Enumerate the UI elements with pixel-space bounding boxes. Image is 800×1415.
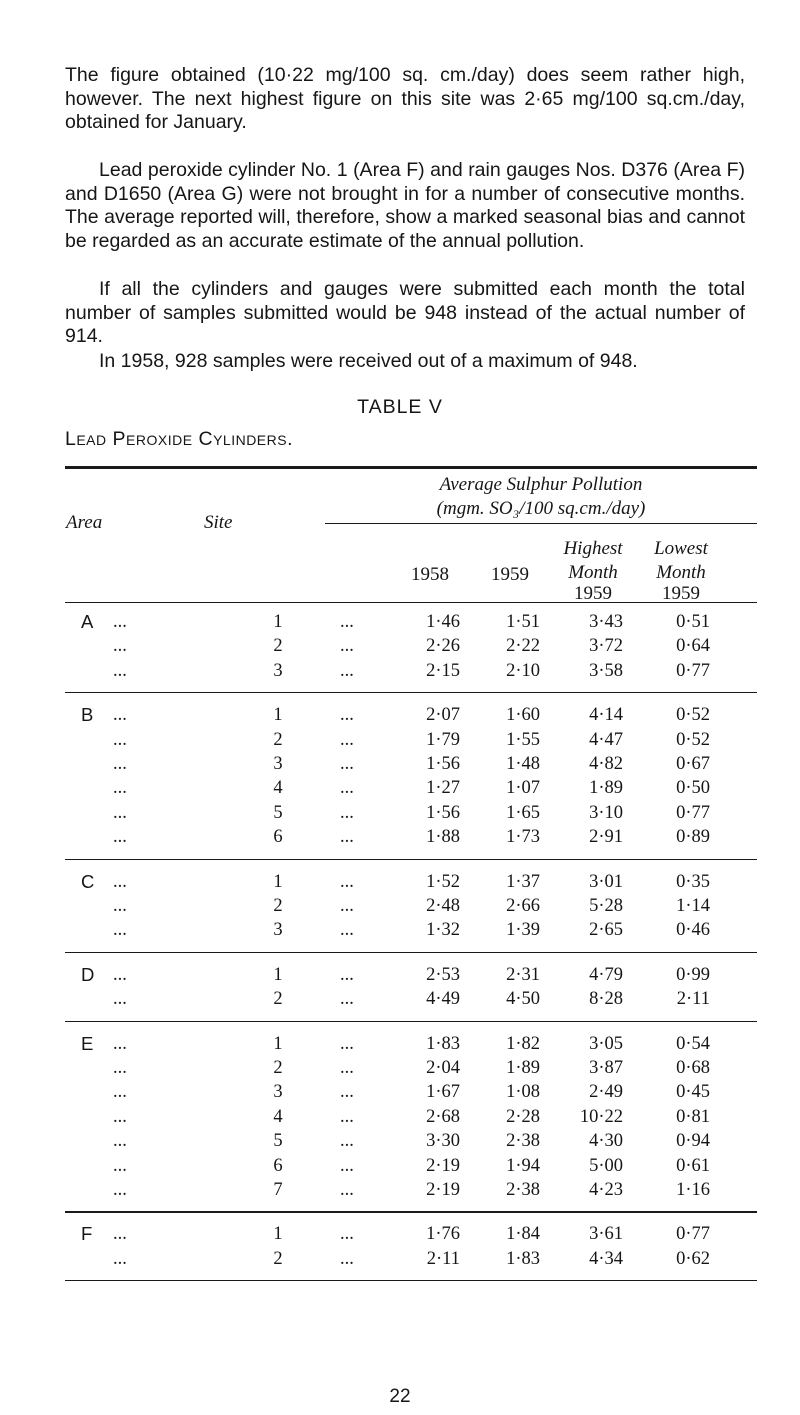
value-1958-cell: 1·27 bbox=[426, 778, 460, 799]
group-header-line1: Average Sulphur Pollution bbox=[439, 474, 643, 495]
group-divider-rule bbox=[65, 859, 757, 860]
value-1959-cell: 2·66 bbox=[506, 896, 540, 916]
leader-dots: ... bbox=[113, 1155, 127, 1176]
site-cell: 2 bbox=[273, 636, 283, 657]
highest-month-cell: 3·10 bbox=[589, 802, 623, 823]
value-1959-cell: 1·84 bbox=[506, 1224, 540, 1245]
leader-dots: ... bbox=[340, 754, 354, 774]
value-1959-cell: 1·08 bbox=[506, 1082, 540, 1103]
leader-dots: ... bbox=[340, 1033, 354, 1054]
leader-dots: ... bbox=[113, 729, 127, 750]
leader-dots: ... bbox=[340, 660, 354, 681]
col-header-highest-2: Month bbox=[568, 562, 618, 583]
site-cell: 1 bbox=[273, 1033, 283, 1054]
group-divider-rule bbox=[65, 1021, 757, 1022]
lowest-month-cell: 0·54 bbox=[676, 1033, 710, 1054]
value-1959-cell: 2·22 bbox=[506, 636, 540, 657]
table-row bbox=[0, 635, 800, 657]
lowest-month-cell: 1·14 bbox=[676, 896, 710, 916]
value-1958-cell: 1·56 bbox=[426, 754, 460, 774]
table-row bbox=[0, 729, 800, 751]
value-1959-cell: 1·07 bbox=[506, 778, 540, 799]
group-divider-rule bbox=[65, 952, 757, 953]
site-cell: 2 bbox=[273, 729, 283, 750]
col-header-lowest-1: Lowest bbox=[654, 538, 708, 559]
value-1959-cell: 1·94 bbox=[506, 1155, 540, 1176]
group-header-rule bbox=[325, 523, 757, 524]
table-row bbox=[0, 753, 800, 775]
leader-dots: ... bbox=[113, 871, 127, 892]
leader-dots: ... bbox=[113, 1224, 127, 1245]
site-cell: 4 bbox=[273, 1106, 283, 1127]
lowest-month-cell: 0·51 bbox=[676, 612, 710, 632]
site-cell: 4 bbox=[273, 778, 283, 799]
leader-dots: ... bbox=[340, 1180, 354, 1200]
leader-dots: ... bbox=[340, 778, 354, 799]
value-1958-cell: 2·48 bbox=[426, 896, 460, 916]
value-1958-cell: 2·07 bbox=[426, 705, 460, 726]
area-cell: E bbox=[81, 1032, 94, 1054]
table-row bbox=[0, 1130, 800, 1152]
highest-month-cell: 4·47 bbox=[589, 729, 623, 750]
highest-month-cell: 3·87 bbox=[589, 1058, 623, 1078]
highest-month-cell: 4·79 bbox=[589, 964, 623, 985]
value-1958-cell: 4·49 bbox=[426, 989, 460, 1010]
leader-dots: ... bbox=[340, 636, 354, 657]
site-cell: 2 bbox=[273, 989, 283, 1010]
table-row bbox=[0, 1106, 800, 1128]
table-row bbox=[0, 826, 800, 848]
site-cell: 6 bbox=[273, 827, 283, 848]
highest-month-cell: 8·28 bbox=[589, 989, 623, 1010]
group-header-line2: (mgm. SO₃/100 sq.cm./day) bbox=[436, 498, 646, 519]
highest-month-cell: 4·34 bbox=[589, 1248, 623, 1269]
lowest-month-cell: 0·77 bbox=[676, 660, 710, 681]
highest-month-cell: 3·61 bbox=[589, 1224, 623, 1245]
group-divider-rule bbox=[65, 1280, 757, 1281]
value-1958-cell: 2·68 bbox=[426, 1106, 460, 1127]
table-row bbox=[0, 611, 800, 633]
lowest-month-cell: 0·81 bbox=[676, 1106, 710, 1127]
table-row bbox=[0, 988, 800, 1010]
lowest-month-cell: 0·64 bbox=[676, 636, 710, 657]
lowest-month-cell: 0·89 bbox=[676, 827, 710, 848]
table-row bbox=[0, 802, 800, 824]
site-cell: 3 bbox=[273, 754, 283, 774]
leader-dots: ... bbox=[340, 1058, 354, 1078]
value-1958-cell: 1·46 bbox=[426, 612, 460, 632]
site-cell: 3 bbox=[273, 920, 283, 941]
table-label: TABLE V bbox=[357, 396, 443, 418]
col-header-1959: 1959 bbox=[491, 564, 529, 585]
highest-month-cell: 10·22 bbox=[579, 1106, 623, 1127]
lowest-month-cell: 0·68 bbox=[676, 1058, 710, 1078]
value-1959-cell: 2·10 bbox=[506, 660, 540, 681]
highest-month-cell: 2·49 bbox=[589, 1082, 623, 1103]
highest-month-cell: 5·00 bbox=[589, 1155, 623, 1176]
site-cell: 5 bbox=[273, 802, 283, 823]
leader-dots: ... bbox=[340, 1082, 354, 1103]
site-cell: 3 bbox=[273, 1082, 283, 1103]
leader-dots: ... bbox=[340, 964, 354, 985]
leader-dots: ... bbox=[340, 1131, 354, 1152]
site-cell: 1 bbox=[273, 871, 283, 892]
site-header: Site bbox=[204, 512, 233, 533]
lowest-month-cell: 0·52 bbox=[676, 729, 710, 750]
section-title: Lead Peroxide Cylinders. bbox=[65, 428, 294, 450]
highest-month-cell: 4·30 bbox=[589, 1131, 623, 1152]
value-1959-cell: 1·65 bbox=[506, 802, 540, 823]
table-row bbox=[0, 1081, 800, 1103]
value-1958-cell: 1·56 bbox=[426, 802, 460, 823]
highest-month-cell: 4·23 bbox=[589, 1180, 623, 1200]
lowest-month-cell: 0·61 bbox=[676, 1155, 710, 1176]
value-1958-cell: 2·19 bbox=[426, 1180, 460, 1200]
leader-dots: ... bbox=[113, 1033, 127, 1054]
area-cell: A bbox=[81, 611, 94, 632]
leader-dots: ... bbox=[113, 660, 127, 681]
value-1959-cell: 2·38 bbox=[506, 1131, 540, 1152]
lowest-month-cell: 0·45 bbox=[676, 1082, 710, 1103]
leader-dots: ... bbox=[340, 871, 354, 892]
leader-dots: ... bbox=[340, 1248, 354, 1269]
site-cell: 1 bbox=[273, 1224, 283, 1245]
leader-dots: ... bbox=[340, 1155, 354, 1176]
area-header: Area bbox=[66, 512, 103, 533]
highest-month-cell: 3·58 bbox=[589, 660, 623, 681]
leader-dots: ... bbox=[340, 920, 354, 941]
area-cell: D bbox=[81, 963, 95, 985]
col-header-highest-3: 1959 bbox=[574, 583, 612, 604]
leader-dots: ... bbox=[113, 964, 127, 985]
table-top-rule bbox=[65, 466, 757, 469]
col-header-1958: 1958 bbox=[411, 564, 449, 585]
lowest-month-cell: 0·94 bbox=[676, 1131, 710, 1152]
leader-dots: ... bbox=[340, 729, 354, 750]
leader-dots: ... bbox=[113, 1058, 127, 1078]
highest-month-cell: 1·89 bbox=[589, 778, 623, 799]
leader-dots: ... bbox=[113, 1248, 127, 1269]
value-1958-cell: 2·04 bbox=[426, 1058, 460, 1078]
paragraph-3: If all the cylinders and gauges were submitted each month the total number of samples submitted would be 948 instead of the actual number of 914. bbox=[65, 278, 745, 347]
value-1958-cell: 2·53 bbox=[426, 964, 460, 985]
value-1958-cell: 1·67 bbox=[426, 1082, 460, 1103]
leader-dots: ... bbox=[113, 1131, 127, 1152]
lowest-month-cell: 0·52 bbox=[676, 705, 710, 726]
highest-month-cell: 2·91 bbox=[589, 827, 623, 848]
lowest-month-cell: 0·99 bbox=[676, 964, 710, 985]
leader-dots: ... bbox=[113, 612, 127, 632]
table-row bbox=[0, 1248, 800, 1270]
table-row bbox=[0, 964, 800, 986]
table-row bbox=[0, 1223, 800, 1245]
value-1959-cell: 1·82 bbox=[506, 1033, 540, 1054]
lowest-month-cell: 2·11 bbox=[676, 989, 710, 1010]
leader-dots: ... bbox=[340, 802, 354, 823]
area-cell: B bbox=[81, 704, 94, 726]
value-1958-cell: 1·52 bbox=[426, 871, 460, 892]
paragraph-2: Lead peroxide cylinder No. 1 (Area F) and rain gauges Nos. D376 (Area F) and D1650 (Area G) were not brought in for a number of consecutive months. The average reported will, therefore, show a marked seasonal bias and cannot be regarded as an accurate estimate of the annual pollution. bbox=[65, 159, 745, 252]
area-cell: C bbox=[81, 870, 95, 892]
table-row bbox=[0, 1057, 800, 1079]
leader-dots: ... bbox=[113, 896, 127, 916]
value-1958-cell: 3·30 bbox=[426, 1131, 460, 1152]
highest-month-cell: 4·14 bbox=[589, 705, 623, 726]
value-1959-cell: 4·50 bbox=[506, 989, 540, 1010]
highest-month-cell: 3·43 bbox=[589, 612, 623, 632]
value-1959-cell: 1·73 bbox=[506, 827, 540, 848]
value-1958-cell: 1·76 bbox=[426, 1224, 460, 1245]
value-1959-cell: 1·55 bbox=[506, 729, 540, 750]
value-1959-cell: 1·89 bbox=[506, 1058, 540, 1078]
table-row bbox=[0, 704, 800, 726]
site-cell: 1 bbox=[273, 612, 283, 632]
lowest-month-cell: 0·35 bbox=[676, 871, 710, 892]
leader-dots: ... bbox=[340, 896, 354, 916]
value-1958-cell: 1·79 bbox=[426, 729, 460, 750]
value-1959-cell: 1·51 bbox=[506, 612, 540, 632]
lowest-month-cell: 0·77 bbox=[676, 1224, 710, 1245]
group-divider-rule bbox=[65, 1211, 757, 1212]
value-1958-cell: 2·11 bbox=[426, 1248, 460, 1269]
value-1958-cell: 1·88 bbox=[426, 827, 460, 848]
site-cell: 6 bbox=[273, 1155, 283, 1176]
value-1958-cell: 2·19 bbox=[426, 1155, 460, 1176]
leader-dots: ... bbox=[113, 778, 127, 799]
leader-dots: ... bbox=[340, 989, 354, 1010]
lowest-month-cell: 0·46 bbox=[676, 920, 710, 941]
leader-dots: ... bbox=[113, 1180, 127, 1200]
site-cell: 2 bbox=[273, 896, 283, 916]
highest-month-cell: 3·05 bbox=[589, 1033, 623, 1054]
leader-dots: ... bbox=[340, 705, 354, 726]
area-cell: F bbox=[81, 1223, 93, 1245]
value-1959-cell: 2·28 bbox=[506, 1106, 540, 1127]
col-header-lowest-3: 1959 bbox=[662, 583, 700, 604]
value-1959-cell: 1·83 bbox=[506, 1248, 540, 1269]
page-number: 22 bbox=[389, 1386, 411, 1407]
leader-dots: ... bbox=[113, 705, 127, 726]
table-row bbox=[0, 1155, 800, 1177]
highest-month-cell: 4·82 bbox=[589, 754, 623, 774]
leader-dots: ... bbox=[113, 1106, 127, 1127]
leader-dots: ... bbox=[113, 920, 127, 941]
lowest-month-cell: 0·67 bbox=[676, 754, 710, 774]
leader-dots: ... bbox=[113, 802, 127, 823]
site-cell: 2 bbox=[273, 1248, 283, 1269]
value-1959-cell: 1·39 bbox=[506, 920, 540, 941]
value-1958-cell: 1·32 bbox=[426, 920, 460, 941]
table-row bbox=[0, 919, 800, 941]
highest-month-cell: 3·01 bbox=[589, 871, 623, 892]
col-header-lowest-2: Month bbox=[656, 562, 706, 583]
highest-month-cell: 2·65 bbox=[589, 920, 623, 941]
table-row bbox=[0, 777, 800, 799]
site-cell: 1 bbox=[273, 705, 283, 726]
value-1959-cell: 2·38 bbox=[506, 1180, 540, 1200]
site-cell: 5 bbox=[273, 1131, 283, 1152]
lowest-month-cell: 0·62 bbox=[676, 1248, 710, 1269]
site-cell: 2 bbox=[273, 1058, 283, 1078]
leader-dots: ... bbox=[113, 827, 127, 848]
value-1958-cell: 2·15 bbox=[426, 660, 460, 681]
site-cell: 1 bbox=[273, 964, 283, 985]
value-1959-cell: 1·37 bbox=[506, 871, 540, 892]
leader-dots: ... bbox=[340, 1224, 354, 1245]
site-cell: 7 bbox=[273, 1180, 283, 1200]
leader-dots: ... bbox=[113, 1082, 127, 1103]
lowest-month-cell: 0·50 bbox=[676, 778, 710, 799]
leader-dots: ... bbox=[340, 1106, 354, 1127]
paragraph-4: In 1958, 928 samples were received out of a maximum of 948. bbox=[99, 350, 638, 372]
value-1958-cell: 2·26 bbox=[426, 636, 460, 657]
leader-dots: ... bbox=[113, 636, 127, 657]
table-row bbox=[0, 895, 800, 917]
value-1958-cell: 1·83 bbox=[426, 1033, 460, 1054]
table-row bbox=[0, 1033, 800, 1055]
value-1959-cell: 1·48 bbox=[506, 754, 540, 774]
paragraph-1: The figure obtained (10·22 mg/100 sq. cm./day) does seem rather high, however. The next highest figure on this site was 2·65 mg/100 sq.cm./day, obtained for January. bbox=[65, 64, 745, 133]
leader-dots: ... bbox=[113, 754, 127, 774]
table-row bbox=[0, 1179, 800, 1201]
table-row bbox=[0, 660, 800, 682]
highest-month-cell: 3·72 bbox=[589, 636, 623, 657]
leader-dots: ... bbox=[113, 989, 127, 1010]
lowest-month-cell: 0·77 bbox=[676, 802, 710, 823]
table-row bbox=[0, 871, 800, 893]
leader-dots: ... bbox=[340, 827, 354, 848]
leader-dots: ... bbox=[340, 612, 354, 632]
group-divider-rule bbox=[65, 692, 757, 693]
lowest-month-cell: 1·16 bbox=[676, 1180, 710, 1200]
highest-month-cell: 5·28 bbox=[589, 896, 623, 916]
value-1959-cell: 1·60 bbox=[506, 705, 540, 726]
col-header-highest-1: Highest bbox=[563, 538, 623, 559]
value-1959-cell: 2·31 bbox=[506, 964, 540, 985]
site-cell: 3 bbox=[273, 660, 283, 681]
